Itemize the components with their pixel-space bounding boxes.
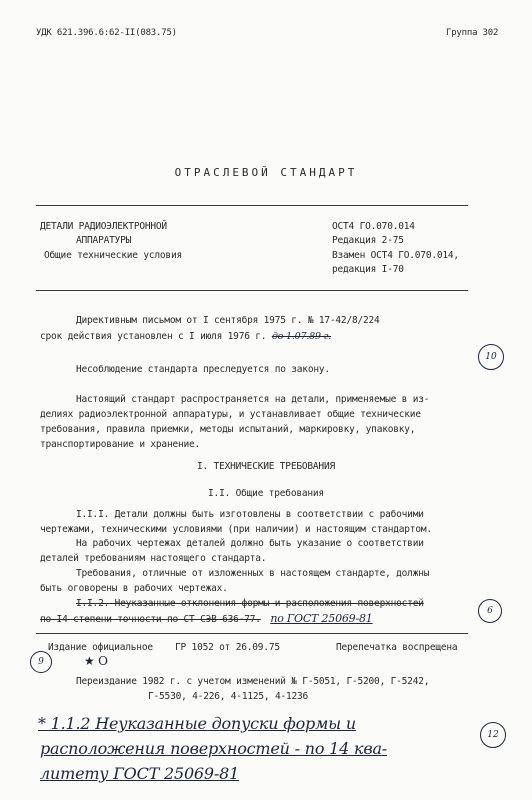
intro-line-1: Настоящий стандарт распространяется на детали, применяемые в из- bbox=[76, 394, 430, 405]
doc-code-line-1: ОСТ4 ГО.070.014 bbox=[332, 221, 415, 232]
reissue-line-2: Г-5530, 4-226, 4-1125, 4-1236 bbox=[148, 691, 309, 702]
directive-line-2 bbox=[40, 331, 331, 342]
doc-code-line-2: Редакция 2-75 bbox=[332, 235, 404, 246]
document-title: ОТРАСЛЕВОЙ СТАНДАРТ bbox=[174, 166, 358, 179]
circle-mark-9: 9 bbox=[30, 651, 52, 673]
doc-code-line-4: редакция I-70 bbox=[332, 264, 404, 275]
legal-notice: Несоблюдение стандарта преследуется по закону. bbox=[76, 364, 330, 375]
subsection-heading: I.I. Общие требования bbox=[208, 488, 324, 499]
star-mark: ★ О bbox=[84, 654, 108, 668]
doc-name-line-1: ДЕТАЛИ РАДИОЭЛЕКТРОННОЙ bbox=[40, 221, 167, 232]
circle-mark-10: 10 bbox=[478, 344, 504, 370]
reprint-ban: Перепечатка воспрещена bbox=[336, 642, 458, 653]
footer-rule bbox=[36, 633, 468, 634]
handwritten-note-line-3: литету ГОСТ 25069-81 bbox=[40, 764, 240, 783]
handwritten-note-line-1: * 1.1.2 Неуказанные допуски формы и bbox=[38, 714, 356, 733]
doc-name-line-2: АППАРАТУРЫ bbox=[76, 235, 132, 246]
doc-name-line-3: Общие технические условия bbox=[44, 250, 182, 261]
intro-line-2: делиях радиоэлектронной аппаратуры, и устанавливает общие технические bbox=[40, 409, 421, 420]
para-3-line-2: быть оговорены в рабочих чертежах. bbox=[40, 583, 228, 594]
para-1-line-1: I.I.I. Детали должны быть изготовлены в соответствии с рабочими bbox=[76, 509, 424, 520]
para-2-line-1: На рабочих чертежах деталей должно быть указание о соответствии bbox=[76, 538, 424, 549]
para-4-line-2 bbox=[40, 612, 373, 625]
para-4-line-1-text: I.I.2. Неуказанные отклонения формы и расположения поверхностей bbox=[76, 598, 424, 609]
header-block-rule bbox=[36, 290, 468, 291]
section-heading: I. ТЕХНИЧЕСКИЕ ТРЕБОВАНИЯ bbox=[197, 461, 335, 472]
intro-line-3: требования, правила приемки, методы испытаний, маркировку, упаковку, bbox=[40, 424, 416, 435]
para-2-line-2: деталей требованиям настоящего стандарта. bbox=[40, 553, 267, 564]
circle-mark-12: 12 bbox=[480, 722, 506, 748]
directive-struck-date: до 1.07.89 г. bbox=[271, 331, 332, 342]
udk-code: УДК 621.396.6:62-II(083.75) bbox=[36, 28, 177, 38]
doc-code-line-3: Взамен ОСТ4 ГО.070.014, bbox=[332, 250, 459, 261]
registration-number: ГР 1052 от 26.09.75 bbox=[175, 642, 280, 653]
handwritten-note-line-2: расположения поверхностей - по 14 ква- bbox=[40, 739, 388, 758]
para-4-handwritten-insert: по ГОСТ 25069-81 bbox=[270, 612, 373, 625]
group-code: Группа 302 bbox=[446, 28, 499, 38]
intro-line-4: транспортирование и хранение. bbox=[40, 439, 201, 450]
para-4-line-1 bbox=[76, 598, 424, 609]
edition-label: Издание официальное bbox=[48, 642, 153, 653]
directive-line-2-text: срок действия установлен с I июля 1976 г. bbox=[40, 331, 267, 342]
para-4-struck-text: по I4 степени точности по СТ СЭВ 636-77. bbox=[40, 614, 261, 625]
directive-line-1: Директивным письмом от I сентября 1975 г. № 17-42/8/224 bbox=[76, 315, 380, 326]
para-3-line-1: Требования, отличные от изложенных в настоящем стандарте, должны bbox=[76, 568, 430, 579]
para-1-line-2: чертежами, техническими условиями (при наличии) и настоящим стандартом. bbox=[40, 524, 432, 535]
reissue-line-1: Переиздание 1982 г. с учетом изменений № Г-5051, Г-5200, Г-5242, bbox=[76, 676, 430, 687]
top-rule bbox=[36, 205, 468, 206]
circle-mark-6: 6 bbox=[478, 599, 502, 623]
